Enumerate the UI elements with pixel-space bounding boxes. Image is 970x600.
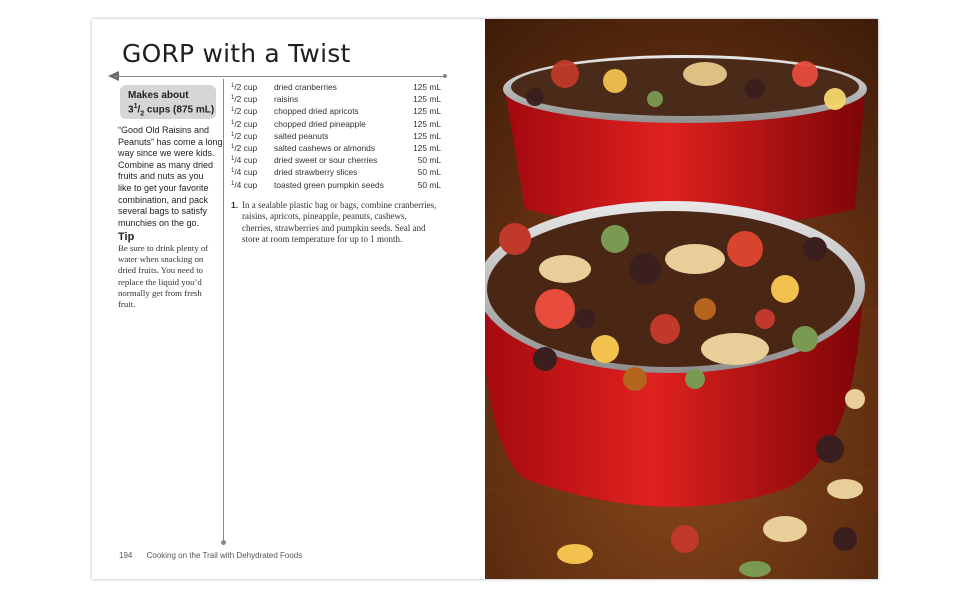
ingredient-row — [231, 106, 441, 118]
tip-line: fruit. — [118, 299, 136, 310]
running-title: Cooking on the Trail with Dehydrated Foods — [146, 551, 303, 560]
yield-frac-num: 1 — [133, 103, 138, 110]
intro-line: way since we were kids. — [118, 148, 215, 159]
yield-badge — [120, 85, 216, 119]
tip-body — [118, 243, 218, 310]
tip-line: water when snacking on — [118, 254, 204, 265]
ingredient-metric: 50 mL — [417, 155, 441, 166]
ingredient-metric: 50 mL — [417, 179, 441, 190]
ingredient-qty: $^1$/2 cup — [231, 118, 258, 129]
yield-line-2: $3^1/_2$ cups (875 mL) — [128, 103, 215, 118]
ingredient-row — [231, 94, 441, 106]
ingredient-qty: $^1$/4 cup — [231, 155, 258, 166]
ingredient-name: dried sweet or sour cherries — [274, 155, 378, 166]
trail-mix-bowls-image — [485, 19, 878, 579]
trail-mix-photo — [485, 19, 878, 579]
step-line: store at room temperature for up to 1 month. — [242, 234, 403, 245]
intro-line: munchies on the go. — [118, 217, 200, 228]
ingredient-name: dried cranberries — [274, 82, 337, 92]
ingredient-qty: $^1$/2 cup — [231, 130, 258, 141]
tip-line: dried fruits. You need to — [118, 265, 204, 276]
ingredient-row — [231, 155, 441, 167]
divider-end-dot — [221, 540, 226, 545]
page-number: 194 — [119, 551, 133, 560]
recipe-page — [92, 19, 485, 579]
recipe-title: GORP with a Twist — [122, 39, 351, 68]
ingredient-qty: $^1$/2 cup — [231, 82, 258, 92]
ingredient-name: raisins — [274, 94, 299, 105]
ingredient-qty: $^1$/4 cup — [231, 167, 258, 178]
ingredient-row — [231, 167, 441, 179]
ingredient-name: chopped dried pineapple — [274, 118, 366, 129]
ingredient-metric: 125 mL — [413, 130, 441, 141]
yield-frac-den: 2 — [140, 110, 145, 118]
recipe-intro — [118, 125, 223, 229]
intro-line: Peanuts” has come a long — [118, 136, 223, 147]
tip-heading: Tip — [118, 231, 135, 243]
ingredient-metric: 125 mL — [413, 118, 441, 129]
tip-line: Be sure to drink plenty of — [118, 243, 209, 253]
ingredient-row — [231, 82, 441, 94]
yield-amount: cups (875 mL) — [144, 104, 215, 116]
ingredient-row — [231, 143, 441, 155]
ingredient-list — [231, 82, 441, 192]
ingredient-metric: 125 mL — [413, 142, 441, 153]
ingredient-name: dried strawberry slices — [274, 167, 358, 178]
ingredient-metric: 125 mL — [413, 106, 441, 117]
ingredient-qty: $^1$/2 cup — [231, 142, 258, 153]
ingredient-qty: $^1$/4 cup — [231, 179, 258, 190]
ingredient-name: chopped dried apricots — [274, 106, 359, 117]
step-line: In a sealable plastic bag or bags, combine cranberries, — [242, 200, 437, 210]
ingredient-row — [231, 119, 441, 131]
yield-whole: 3 — [128, 104, 134, 116]
ingredient-name: salted peanuts — [274, 130, 329, 141]
ingredient-metric: 50 mL — [417, 167, 441, 178]
intro-line: like to get your favorite — [118, 182, 209, 193]
ingredient-qty: $^1$/2 cup — [231, 94, 258, 105]
step-line: cherries, strawberries and pumpkin seeds. Seal and — [242, 222, 426, 233]
tip-line: normally get from fresh — [118, 287, 202, 298]
intro-line: “Good Old Raisins and — [118, 125, 210, 135]
ingredient-row — [231, 131, 441, 143]
page-footer — [119, 551, 302, 560]
ingredient-name: salted cashews or almonds — [274, 142, 376, 153]
ingredient-qty: $^1$/2 cup — [231, 106, 258, 117]
ingredient-row — [231, 180, 441, 192]
ingredient-metric: 125 mL — [413, 82, 441, 92]
step-text — [242, 200, 436, 246]
intro-line: combination, and pack — [118, 194, 209, 205]
intro-line: several bags to satisfy — [118, 206, 208, 217]
yield-line-1: Makes about — [128, 90, 189, 101]
title-rule — [114, 76, 444, 77]
ingredient-metric: 125 mL — [413, 94, 441, 105]
book-spread — [92, 19, 878, 579]
intro-line: Combine as many dried — [118, 159, 214, 170]
column-divider — [223, 79, 224, 541]
step-number: 1. — [231, 200, 239, 210]
tip-line: replace the liquid you’d — [118, 276, 202, 287]
ingredient-name: toasted green pumpkin seeds — [274, 179, 384, 190]
step-line: raisins, apricots, pineapple, peanuts, cashews, — [242, 211, 407, 222]
intro-line: fruits and nuts as you — [118, 171, 204, 182]
rule-end-dot — [443, 74, 447, 78]
